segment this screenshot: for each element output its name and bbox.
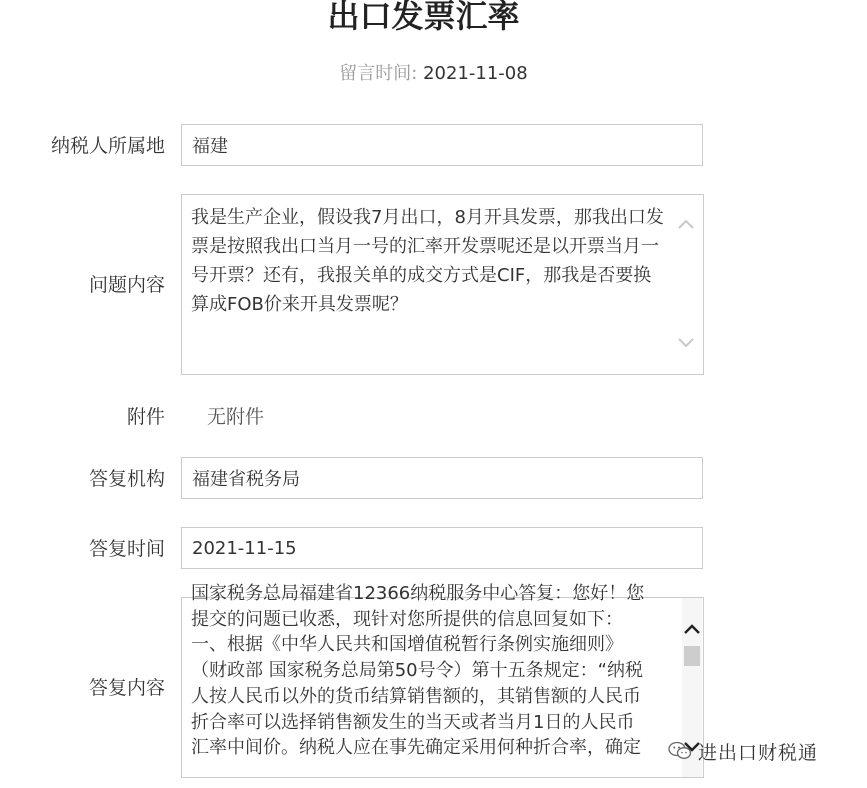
- reply-line: 国家税务总局福建省12366纳税服务中心答复：您好！您: [191, 583, 645, 604]
- agency-field[interactable]: [181, 457, 703, 499]
- watermark-text: 进出口财税通: [698, 741, 819, 764]
- reply-time-value: 2021-11-15: [192, 537, 297, 559]
- agency-label: 答复机构: [88, 468, 165, 490]
- message-date-label: 留言时间:: [339, 63, 418, 84]
- message-date-line: [0, 62, 867, 86]
- reply-scrollbar-thumb[interactable]: [684, 646, 700, 666]
- watermark: [668, 737, 818, 765]
- agency-value: 福建省税务局: [192, 469, 300, 490]
- reply-line: 人按人民币以外的货币结算销售额的，其销售额的人民币: [191, 685, 641, 707]
- region-value: 福建: [192, 136, 228, 157]
- question-label: 问题内容: [88, 274, 165, 296]
- region-field[interactable]: [181, 124, 703, 166]
- question-text: 我是生产企业，假设我7月出口，8月开具发票，那我出口发票是按照我出口当月一号的汇率开发票呢还是以开票当月一号开票？还有，我报关单的成交方式是CIF，那我是否要换算成FOB价来开具发票呢？: [191, 207, 664, 315]
- question-textarea[interactable]: [181, 194, 704, 375]
- reply-line: 折合率可以选择销售额发生的当天或者当月1日的人民币: [191, 711, 635, 733]
- wechat-icon: [668, 741, 692, 761]
- question-scroll-down-icon[interactable]: [675, 332, 697, 354]
- reply-line: （财政部 国家税务总局第50号令）第十五条规定：“纳税: [191, 660, 643, 682]
- region-label: 纳税人所属地: [50, 135, 165, 157]
- reply-scroll-up-icon[interactable]: [682, 618, 702, 640]
- attachment-label: 附件: [126, 406, 165, 428]
- page-title: 出口发票汇率: [327, 0, 520, 35]
- reply-content-label: 答复内容: [88, 677, 165, 699]
- reply-line: 提交的问题已收悉，现针对您所提供的信息回复如下：: [191, 608, 623, 630]
- question-scroll-up-icon[interactable]: [675, 213, 697, 235]
- reply-time-field[interactable]: [181, 527, 703, 569]
- message-date-value: 2021-11-08: [423, 63, 528, 84]
- attachment-value: 无附件: [207, 406, 265, 428]
- reply-line: 汇率中间价。纳税人应在事先确定采用何种折合率，确定: [191, 737, 641, 759]
- reply-content-text: [191, 581, 669, 761]
- reply-line: 一、根据《中华人民共和国增值税暂行条例实施细则》: [191, 634, 623, 656]
- reply-content-textarea[interactable]: [181, 583, 704, 778]
- reply-time-label: 答复时间: [88, 538, 165, 560]
